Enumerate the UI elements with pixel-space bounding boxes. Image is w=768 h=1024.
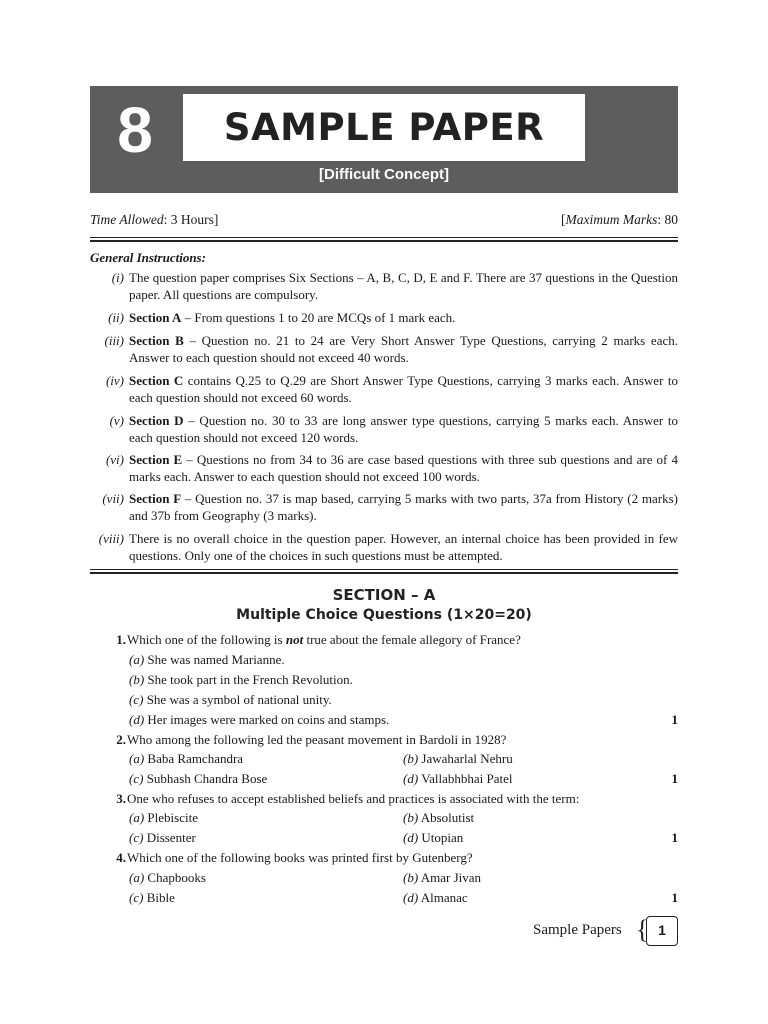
question-emphasis: not [285,632,304,647]
option-label: (d) [129,712,145,727]
instruction-item [90,531,678,564]
question-mark: 1 [671,890,678,905]
option-label: (a) [129,810,145,825]
time-allowed [90,212,218,228]
divider-top [90,237,678,242]
paper-number: 8 [117,94,153,166]
option [403,830,463,846]
title-box [183,94,585,161]
page-number: 1 [646,916,678,946]
option [129,830,196,846]
option [403,751,513,767]
time-label: Time Allowed [90,212,164,227]
option-text: Chapbooks [147,870,206,885]
option-label: (d) [403,890,419,905]
instruction-number: (ii) [108,310,124,325]
instruction-bold: Section A [129,310,182,325]
instruction-text: – Question no. 30 to 33 are long answer type questions, carrying 5 marks each. Answer to each question should not exceed 120 words. [129,413,678,445]
instruction-bold: Section D [129,413,184,428]
option-label: (c) [129,771,144,786]
option-text: Amar Jivan [420,870,482,885]
instruction-bold: Section B [129,333,184,348]
option-label: (b) [403,810,419,825]
question-mark: 1 [671,712,678,727]
question-text: Who among the following led the peasant movement in Bardoli in 1928? [127,732,507,747]
option-label: (c) [129,830,144,845]
instruction-number: (v) [109,413,124,428]
option [403,870,481,886]
option-label: (b) [403,751,419,766]
instruction-text: – From questions 1 to 20 are MCQs of 1 mark each. [181,310,456,325]
brace-icon: { [636,915,649,944]
option-text: Baba Ramchandra [147,751,244,766]
instruction-item [90,333,678,366]
instruction-item [90,373,678,406]
option [129,751,243,767]
option [129,870,206,886]
instruction-number: (i) [111,270,124,285]
instruction-text: – Question no. 37 is map based, carrying 5 marks with two parts, 37a from History (2 marks) and 37b from Geography (3 marks). [129,491,678,523]
instruction-number: (iii) [104,333,124,348]
option [129,652,285,668]
option [129,692,332,708]
option [129,771,267,787]
instruction-item [90,452,678,485]
option [403,771,513,787]
option-text: She was a symbol of national unity. [146,692,332,707]
option [129,672,353,688]
instruction-text: The question paper comprises Six Sections – A, B, C, D, E and F. There are 37 questions in the Question paper. All questions are compulsory. [129,270,678,302]
page-title: SAMPLE PAPER [223,106,545,149]
instruction-bold: Section E [129,452,183,467]
option-text: Her images were marked on coins and stamps. [147,712,390,727]
instruction-number: (vi) [105,452,124,467]
option [403,890,468,906]
option-text: Utopian [421,830,464,845]
option-label: (b) [129,672,145,687]
option-text: Absolutist [420,810,475,825]
question-text-part: true about the female allegory of France? [303,632,521,647]
question-text [127,632,521,648]
option-text: Almanac [420,890,468,905]
option [403,810,474,826]
option-text: Subhash Chandra Bose [146,771,268,786]
instruction-text: – Questions no from 34 to 36 are case based questions with three sub questions and are of 4 marks each. Answer to each question should not exceed 100 words. [129,452,678,484]
option-label: (b) [403,870,419,885]
header-banner [90,86,678,193]
section-subtitle: Multiple Choice Questions (1×20=20) [236,607,532,623]
instruction-item [90,270,678,303]
option [129,810,198,826]
time-value: : 3 Hours] [163,212,219,227]
instruction-number: (viii) [98,531,124,546]
option-label: (d) [403,771,419,786]
question-number: 4. [116,850,126,865]
option-label: (a) [129,652,145,667]
marks-label: Maximum Marks [565,212,658,227]
option-text: She took part in the French Revolution. [147,672,353,687]
option [129,890,175,906]
question-text: One who refuses to accept established beliefs and practices is associated with the term: [127,791,580,806]
footer-label: Sample Papers [533,922,622,938]
instruction-number: (vii) [102,491,124,506]
instruction-number: (iv) [105,373,124,388]
question-number: 3. [116,791,126,806]
marks-prefix: [ [561,212,566,227]
option-text: Vallabhbhai Patel [421,771,513,786]
instruction-text: contains Q.25 to Q.29 are Short Answer Type Questions, carrying 3 marks each. Answer to each question should not exceed 60 words. [129,373,678,405]
option [129,712,389,728]
instruction-bold: Section C [129,373,184,388]
instruction-text: There is no overall choice in the question paper. However, an internal choice has been provided in few questions. Only one of the choices in such questions must be attempted. [129,531,678,563]
option-text: Bible [146,890,175,905]
option-text: Plebiscite [147,810,198,825]
option-label: (c) [129,890,144,905]
question-text: Which one of the following books was printed first by Gutenberg? [127,850,473,865]
page-subtitle: [Difficult Concept] [319,166,449,183]
option-text: Dissenter [146,830,196,845]
question-text-part: Which one of the following is [127,632,286,647]
option-text: Jawaharlal Nehru [421,751,513,766]
question-number: 2. [116,732,126,747]
option-label: (d) [403,830,419,845]
section-title: SECTION – A [332,586,436,604]
divider-instructions [90,569,678,574]
marks-value: : 80 [657,212,678,227]
question-mark: 1 [671,771,678,786]
question-mark: 1 [671,830,678,845]
instruction-item [90,491,678,524]
instruction-item [90,310,678,327]
option-label: (c) [129,692,144,707]
instruction-text: – Question no. 21 to 24 are Very Short Answer Type Questions, carrying 2 marks each. Answer to each question should not exceed 40 words. [129,333,678,365]
instructions-title: General Instructions: [90,250,206,265]
option-text: She was named Marianne. [147,652,285,667]
option-label: (a) [129,751,145,766]
instruction-item [90,413,678,446]
maximum-marks [561,212,678,228]
option-label: (a) [129,870,145,885]
instruction-bold: Section F [129,491,182,506]
question-number: 1. [116,632,126,647]
